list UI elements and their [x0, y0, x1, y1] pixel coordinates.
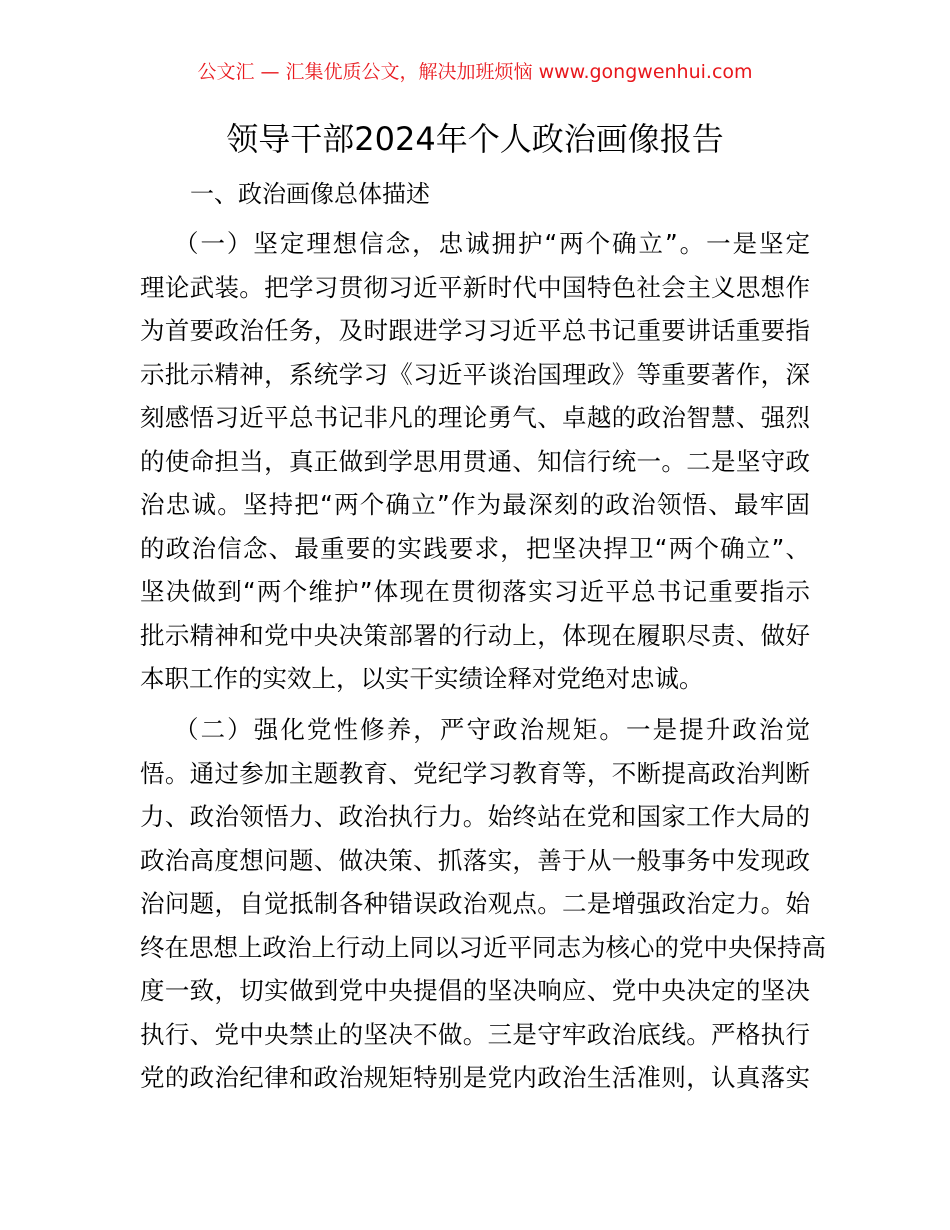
text-line: 治忠诚。坚持把“两个确立”作为最深刻的政治领悟、最牢固	[140, 490, 810, 519]
section-heading: 一、政治画像总体描述	[190, 180, 430, 208]
text-line: 执行、党中央禁止的坚决不做。三是守牢政治底线。严格执行	[140, 1019, 810, 1049]
paragraph-1	[140, 222, 810, 701]
document-title: 领导干部2024年个人政治画像报告	[226, 120, 724, 158]
text-line: 的使命担当，真正做到学思用贯通、知信行统一。二是坚守政	[140, 446, 810, 476]
text-line: （一）坚定理想信念，忠诚拥护“两个确立”。一是坚定	[174, 229, 810, 258]
text-line: 刻感悟习近平总书记非凡的理论勇气、卓越的政治智慧、强烈	[140, 403, 810, 432]
paragraph-2	[140, 708, 826, 1100]
text-line: 批示精神和党中央决策部署的行动上，体现在履职尽责、做好	[140, 620, 810, 650]
text-line: 度一致，切实做到党中央提倡的坚决响应、党中央决定的坚决	[140, 976, 810, 1005]
text-line: 为首要政治任务，及时跟进学习习近平总书记重要讲话重要指	[140, 316, 810, 345]
header-banner: 公文汇 — 汇集优质公文，解决加班烦恼 www.gongwenhui.com	[197, 61, 753, 83]
text-line: 坚决做到“两个维护”体现在贯彻落实习近平总书记重要指示	[140, 577, 810, 606]
text-line: 治问题，自觉抵制各种错误政治观点。二是增强政治定力。始	[140, 889, 810, 918]
text-line: 终在思想上政治上行动上同以习近平同志为核心的党中央保持高	[140, 932, 826, 962]
text-line: 政治高度想问题、做决策、抓落实，善于从一般事务中发现政	[140, 845, 810, 875]
text-line: 党的政治纪律和政治规矩特别是党内政治生活准则，认真落实	[140, 1063, 810, 1092]
text-line: 本职工作的实效上，以实干实绩诠释对党绝对忠诚。	[140, 664, 704, 693]
text-line: 示批示精神，系统学习《习近平谈治国理政》等重要著作，深	[140, 359, 810, 389]
text-line: 力、政治领悟力、政治执行力。始终站在党和国家工作大局的	[140, 802, 810, 831]
text-line: 理论武装。把学习贯彻习近平新时代中国特色社会主义思想作	[140, 272, 810, 302]
text-line: 悟。通过参加主题教育、党纪学习教育等，不断提高政治判断	[140, 758, 810, 788]
text-line: 的政治信念、最重要的实践要求，把坚决捍卫“两个确立”、	[140, 533, 810, 563]
text-line: （二）强化党性修养，严守政治规矩。一是提升政治觉	[174, 715, 810, 744]
